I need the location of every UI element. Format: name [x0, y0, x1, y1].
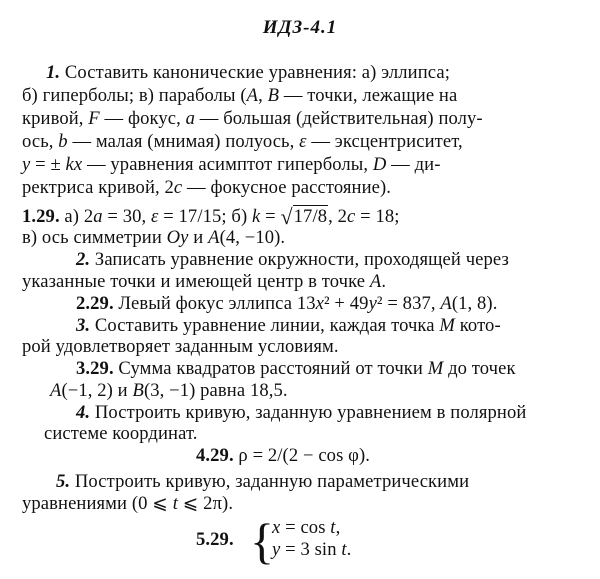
task1-line1	[46, 63, 450, 83]
p129-l2a: в) ось симметрии	[22, 227, 167, 248]
var-t: t	[172, 493, 178, 514]
sep: ,	[258, 85, 268, 106]
task1-text-3: кривой,	[22, 108, 89, 129]
task1-text-2: б) гиперболы; в) параболы (	[22, 85, 247, 106]
var-x: x	[272, 517, 281, 538]
task1-line3	[22, 109, 483, 129]
var-eps: ε	[299, 131, 307, 152]
task2-number: 2.	[76, 249, 91, 270]
task4-line2: системе координат.	[44, 423, 198, 444]
brace-icon: {	[250, 513, 274, 569]
sqrt-icon: √	[280, 204, 293, 229]
task2-text-2: указанные точки и имеющей центр в точке	[22, 271, 370, 292]
problem-3-29-line1	[76, 359, 516, 379]
var-A: A	[246, 85, 259, 106]
task2-text-1: Записать уравнение окружности, проходящей через	[90, 249, 509, 270]
task4-line1	[76, 403, 526, 423]
task1-text-4b: — малая (мнимая) полуось,	[67, 131, 300, 152]
problem-5-29-row1	[272, 518, 340, 538]
task5-line1	[56, 472, 469, 492]
p429-text: ρ = 2/(2 − cos φ).	[233, 445, 371, 466]
task5-text-2: уравнениями (0 ⩽	[22, 493, 173, 514]
var-t: t	[330, 517, 336, 538]
task3-text-1: Составить уравнение линии, каждая точка	[90, 315, 440, 336]
var-t: t	[341, 539, 347, 560]
p129-l2b: и	[188, 227, 209, 248]
problem-1-29-number: 1.29.	[22, 206, 60, 227]
p329-l1a: Сумма квадратов расстояний от точки	[113, 358, 428, 379]
task5-number: 5.	[56, 471, 71, 492]
task1-number: 1.	[46, 62, 61, 83]
problem-4-29-number: 4.29.	[196, 445, 234, 466]
task1-text-5b: — уравнения асимптот гиперболы,	[82, 154, 373, 175]
task3-line1	[76, 316, 501, 336]
var-B: B	[267, 85, 280, 106]
task1-text-4: ось,	[22, 131, 59, 152]
task5-line2	[22, 494, 233, 514]
p129-eps-val: = 17/15; б)	[158, 206, 253, 227]
var-k: k	[252, 206, 261, 227]
var-A: A	[50, 380, 62, 401]
task1-text-1: Составить канонические уравнения: а) эллипса;	[60, 62, 450, 83]
task5-text-1: Построить кривую, заданную параметрическими	[70, 471, 470, 492]
p529-r2: = 3 sin	[280, 539, 342, 560]
var-Oy: Oy	[166, 227, 189, 248]
p529-r1-end: ,	[335, 517, 341, 538]
task1-text-3c: — большая (действительная) полу-	[195, 108, 483, 129]
var-a: a	[185, 108, 196, 129]
problem-3-29-line2	[50, 381, 288, 401]
var-kx: kx	[65, 154, 83, 175]
task2-line1	[76, 250, 509, 270]
task2-end: .	[381, 271, 387, 292]
task2-line2	[22, 272, 386, 292]
task1-line4	[22, 132, 463, 152]
problem-2-29-number: 2.29.	[76, 293, 114, 314]
task4-text-1: Построить кривую, заданную уравнением в полярной	[90, 402, 527, 423]
var-M: M	[427, 358, 444, 379]
p529-r2-end: .	[346, 539, 352, 560]
var-c: c	[347, 206, 356, 227]
task1-text-4c: — эксцентриситет,	[306, 131, 463, 152]
var-D: D	[372, 154, 387, 175]
problem-2-29	[76, 294, 497, 314]
p329-l2a: (−1, 2) и	[61, 380, 133, 401]
problem-5-29-number: 5.29.	[196, 529, 234, 550]
task5-text-2b: ⩽ 2π).	[178, 493, 234, 514]
task1-text-5c: — ди-	[386, 154, 441, 175]
p129-l2c: (4, −10).	[219, 227, 286, 248]
var-M: M	[439, 315, 455, 336]
problem-3-29-number: 3.29.	[76, 358, 114, 379]
p129-k-eq: =	[260, 206, 281, 227]
var-B: B	[132, 380, 144, 401]
page-title: ИДЗ-4.1	[262, 17, 338, 38]
task3-text-1b: кото-	[454, 315, 501, 336]
var-eps: ε	[151, 206, 159, 227]
var-c: c	[173, 177, 183, 198]
task1-text-6b: — фокусное расстояние).	[182, 177, 392, 198]
problem-5-29-row2	[272, 540, 351, 560]
var-F: F	[88, 108, 100, 129]
task3-number: 3.	[76, 315, 91, 336]
var-y: y	[22, 154, 31, 175]
var-A: A	[208, 227, 220, 248]
task4-number: 4.	[76, 402, 91, 423]
var-b: b	[58, 131, 68, 152]
var-y: y	[368, 293, 377, 314]
p129-c-pre: , 2	[328, 206, 348, 227]
p229-text: Левый фокус эллипса 13	[113, 293, 316, 314]
p229-eq: ² = 837,	[376, 293, 441, 314]
p129-sqrt-arg: 17/8	[293, 206, 328, 227]
p129-a: а) 2	[59, 206, 94, 227]
task1-eq: = ±	[30, 154, 66, 175]
task1-line5	[22, 155, 441, 175]
var-A: A	[440, 293, 452, 314]
p129-c-val: = 18;	[355, 206, 400, 227]
task1-text-2b: — точки, лежащие на	[279, 85, 458, 106]
p229-coords: (1, 8).	[451, 293, 498, 314]
problem-1-29-line1	[22, 204, 400, 229]
problem-5-29-number-line	[196, 530, 234, 550]
task1-text-6: ректриса кривой, 2	[22, 177, 174, 198]
p129-a-val: = 30,	[102, 206, 152, 227]
var-a: a	[93, 206, 103, 227]
var-y: y	[272, 539, 281, 560]
var-A: A	[369, 271, 382, 292]
p329-l1b: до точек	[443, 358, 516, 379]
problem-1-29-line2	[22, 228, 285, 248]
task1-line2	[22, 86, 457, 106]
task1-line6	[22, 178, 391, 198]
task3-line2: рой удовлетворяет заданным условиям.	[22, 336, 339, 357]
problem-4-29	[196, 446, 370, 466]
task1-text-3b: — фокус,	[99, 108, 186, 129]
p529-r1: = cos	[280, 517, 331, 538]
p229-plus: ² + 49	[324, 293, 369, 314]
var-x: x	[315, 293, 324, 314]
p329-l2b: (3, −1) равна 18,5.	[143, 380, 288, 401]
